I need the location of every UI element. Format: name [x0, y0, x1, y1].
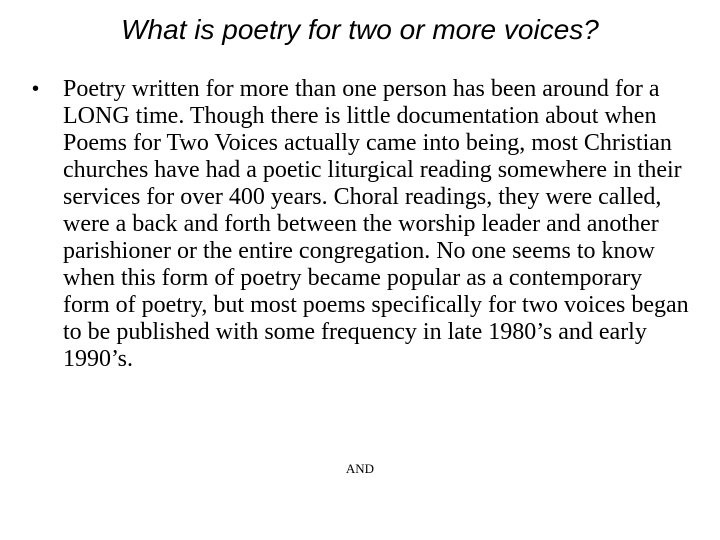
slide-title: What is poetry for two or more voices?: [121, 14, 599, 45]
bullet-list: [32, 76, 692, 373]
bullet-marker: •: [32, 78, 40, 100]
footnote-text: AND: [345, 461, 375, 476]
bullet-text: Poetry written for more than one person has been around for a LONG time. Though there is little documentation about when Poems for Two Voices actually came into being, most Christian churches have had a poetic liturgical reading somewhere in their services for over 400 years. Choral readings, they were called, were a back and forth between the worship leader and another parishioner or the entire congregation. No one seems to know when this form of poetry became popular as a contemporary form of poetry, but most poems specifically for two voices began to be published with some frequency in late 1980’s and early 1990’s.: [63, 76, 689, 372]
bullet-item: [32, 76, 692, 373]
